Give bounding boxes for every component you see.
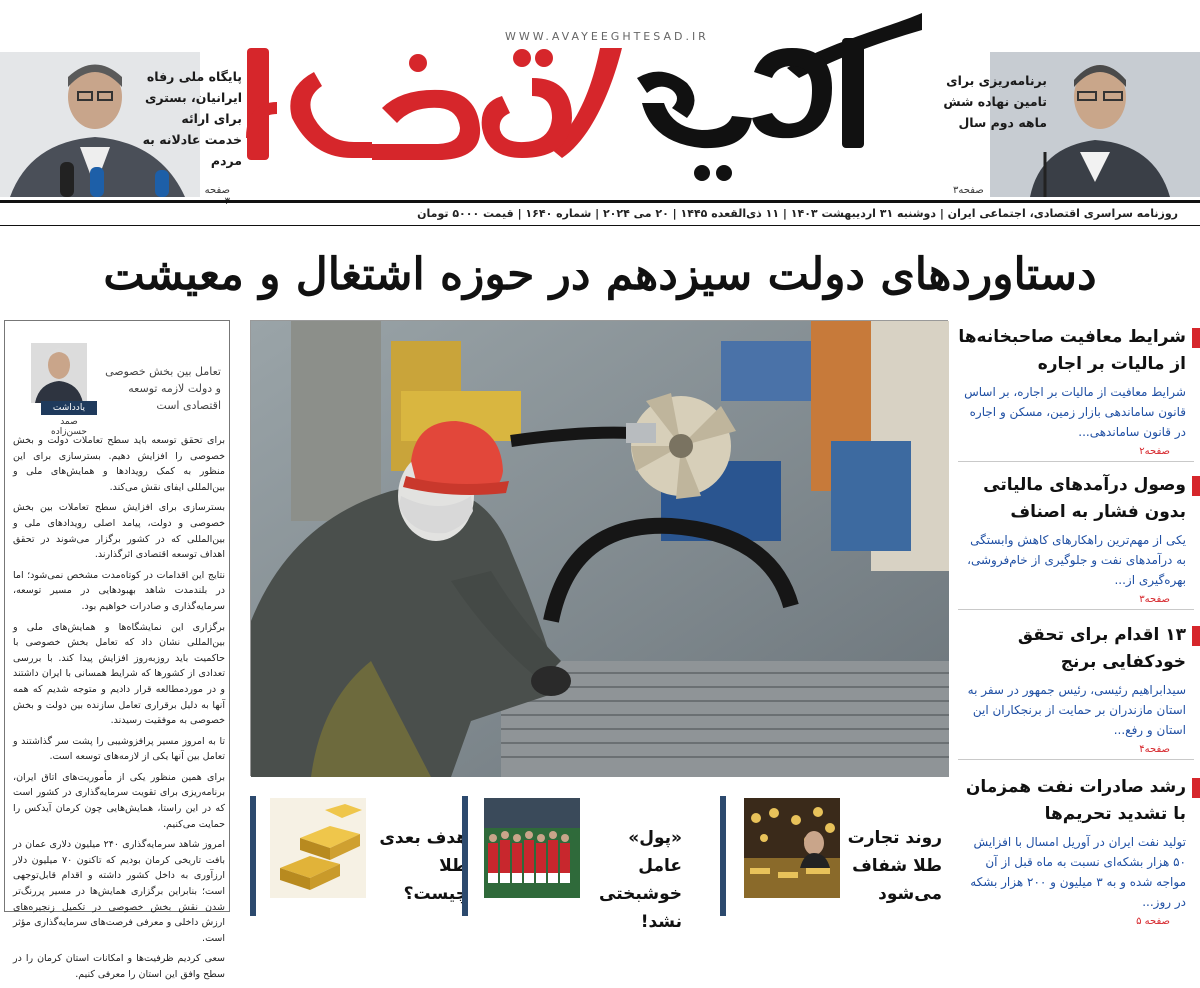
news-title[interactable]: ۱۳ اقدام برای تحقق خودکفایی برنج [958,622,1200,676]
oped-paragraph: نتایج این اقدامات در کوتاه‌مدت مشخص نمی‌شود؛ اما در بلندمدت شاهد بهبودهایی در مسیر توسعه، سرمایه‌گذاری و صادرات خواهیم بود. [13,569,225,612]
teaser-left-text: پایگاه ملی رفاه ایرانیان، بستری برای ارائه خدمت عادلانه به مردم [142,69,242,168]
main-headline[interactable]: دستاوردهای دولت سیزدهم در حوزه اشتغال و معیشت [103,249,1097,300]
news-body: تولید نفت ایران در آوریل امسال با افزایش ۵۰ هزار بشکه‌ای نسبت به ماه قبل از آن مواجه شده و به ۳ میلیون و ۲۰۰ هزار بشکه در روز... [970,835,1186,909]
oped-column[interactable] [4,320,230,980]
gold-shop-photo [744,798,840,898]
teaser-right[interactable] [935,52,1165,202]
news-divider [958,759,1194,760]
oped-tag: یادداشت [41,401,97,415]
box-title[interactable]: هدف بعدی طلا چیست؟ [379,828,468,904]
news-body: شرایط معافیت از مالیات بر اجاره، بر اساس قانون ساماندهی بازار زمین، مسکن و اجاره در قانون ساماندهی... [964,385,1186,439]
news-item[interactable] [958,622,1200,760]
news-divider [958,609,1194,610]
news-body: یکی از مهم‌ترین راهکارهای کاهش وابستگی به درآمدهای نفت و جلوگیری از خام‌فروشی، بهره‌گیری از... [967,533,1186,587]
site-url[interactable]: WWW.AVAYEEGHTESAD.IR [505,30,709,43]
box-title[interactable]: «پول» عامل خوشبختی نشد! [599,828,682,932]
dateline-text: روزنامه سراسری اقتصادی، اجتماعی ایران | دوشنبه ۳۱ اردیبهشت ۱۴۰۳ | ۱۱ ذی‌القعده ۱۴۴۵ | ۲۰ می ۲۰۲۴ | شماره ۱۶۴۰ | قیمت ۵۰۰۰ تومان [417,207,1178,220]
teaser-right-text: برنامه‌ریزی برای تامین نهاده شش ماهه دوم سال [943,73,1047,130]
news-divider [958,461,1194,462]
news-page-ref[interactable]: صفحه۴ [1139,744,1170,755]
oped-paragraph: بسترسازی برای افزایش سطح تعاملات بین بخش خصوصی و دولت، پیامد اصلی رویدادهای ملی و بین‌المللی که در کشور برگزار می‌شوند در تحقق اهداف توسعه اقتصادی اثرگذارند. [13,502,225,561]
bottom-box-gold-trade[interactable] [720,796,940,916]
news-page-ref[interactable]: صفحه۲ [1139,446,1170,457]
teaser-left-page[interactable]: صفحه ۳ [204,185,230,207]
box-title[interactable]: روند تجارت طلا شفاف می‌شود [847,828,942,904]
teaser-left[interactable] [0,52,242,207]
gold-bars-photo [270,798,366,898]
newspaper-logo[interactable] [232,8,922,198]
football-team-photo [484,798,580,898]
news-body: سیدابراهیم رئیسی، رئیس جمهور در سفر به استان مازندران بر حمایت از برنجکاران این استان و رفع... [967,683,1186,737]
teaser-right-page[interactable]: صفحه۳ [953,185,984,196]
oped-body [13,433,225,988]
news-item[interactable] [958,324,1200,462]
news-title[interactable]: وصول درآمدهای مالیاتی بدون فشار به اصناف [958,472,1200,526]
news-page-ref[interactable]: صفحه ۵ [1136,916,1170,927]
bottom-box-gold[interactable] [250,796,470,916]
oped-author: صمد حسن‌زاده [50,417,87,437]
oped-author-photo [31,343,87,403]
masthead [0,0,1200,207]
main-photo-factory-worker[interactable] [250,320,948,776]
oped-paragraph: امروز شاهد سرمایه‌گذاری ۲۴۰ میلیون دلاری عمان در بافت تاریخی کرمان بودیم که تاکنون ۷۰ میلیون دلار ارزآوری به داخل کشور داشته و اقدام قابل‌توجهی است؛ بنابراین برگزاری همایش‌ها در مسیر پررنگ‌تر شدن نقش بخش خصوصی در تکمیل زنجیره‌های ارزش داخلی و معرفی فرصت‌های سرمایه‌گذاری مؤثر است. [13,839,225,944]
oped-paragraph: سعی کردیم ظرفیت‌ها و امکانات استان کرمان را در سطح وافق این استان را معرفی کنیم. [13,953,225,980]
bottom-box-football[interactable] [462,796,682,932]
news-item[interactable] [958,774,1200,927]
dateline-bar [0,200,1200,226]
news-title[interactable]: شرایط معافیت صاحبخانه‌ها از مالیات بر اجاره [958,324,1200,378]
news-item[interactable] [958,472,1200,610]
oped-paragraph: برای تحقق توسعه باید سطح تعاملات دولت و بخش خصوصی را افزایش دهیم. بسترسازی برای این منظور به کمک رویدادها و همایش‌های ملی و بین‌المللی ایفای نقش می‌کند. [13,435,225,493]
news-column [958,320,1200,927]
news-title[interactable]: رشد صادرات نفت همزمان با تشدید تحریم‌ها [958,774,1200,828]
oped-lead: تعامل بین بخش خصوصی و دولت لازمه توسعه اقتصادی است [105,365,221,412]
oped-paragraph: برگزاری این نمایشگاه‌ها و همایش‌های ملی و بین‌المللی نشان داد که تعامل بخش خصوصی با حاکمیت باید روزبه‌روز افزایش پیدا کند. با بررسی تعدادی از کشورها که شرایط همسانی با ایران داشتند و در موردمطالعه قرار دادیم و متوجه شدیم که همه آنها به دلیل برقراری تعامل سازنده بین دولت و بخش خصوصی به موفقیت رسیدند. [13,621,225,727]
news-page-ref[interactable]: صفحه۳ [1139,594,1170,605]
oped-paragraph: برای همین منظور یکی از مأموریت‌های اتاق ایران، برنامه‌ریزی برای تقویت سرمایه‌گذاری در کشور است که در این راستا، همایش‌هایی چون کرمان آیدکس را حمایت می‌کنیم. [13,771,225,830]
oped-paragraph: تا به امروز مسیر پرافزوشیبی را پشت سر گذاشتند و تعامل بین آنها یکی از لازمه‌های توسعه است. [13,735,225,763]
